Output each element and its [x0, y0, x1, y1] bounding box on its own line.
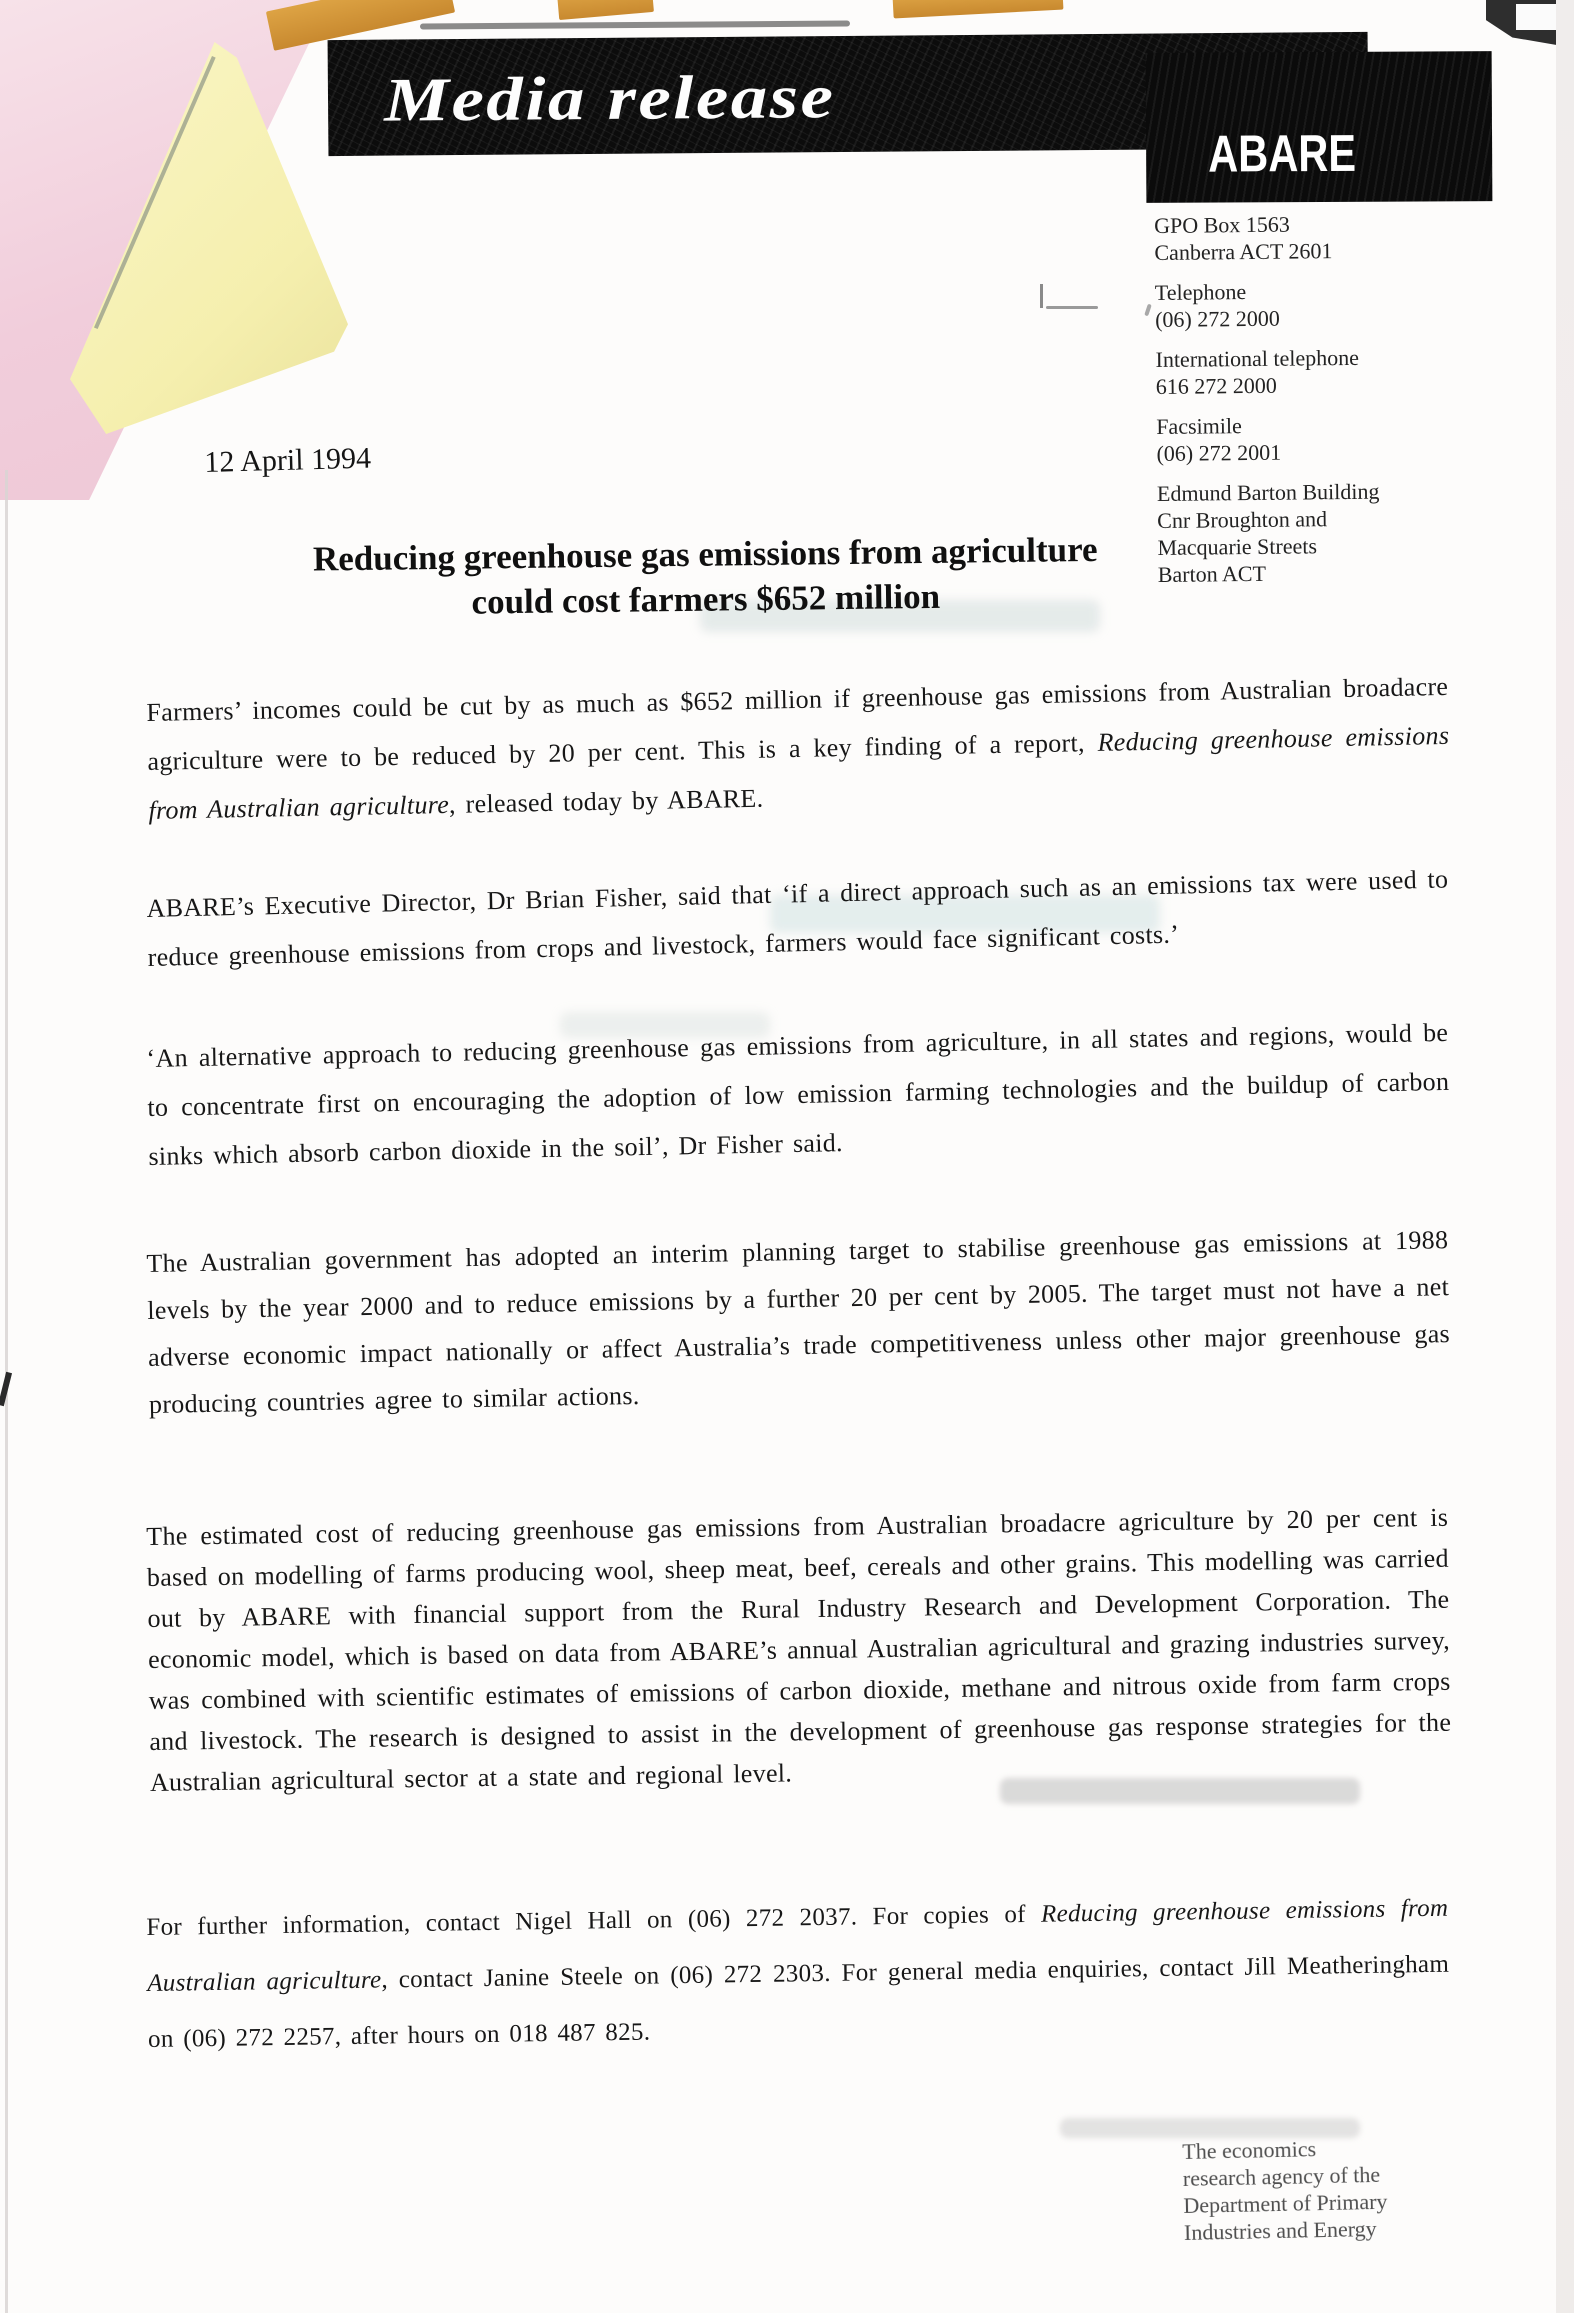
contact-value: (06) 272 2001 [1156, 439, 1282, 466]
contact-label: Facsimile [1156, 413, 1242, 439]
contact-value: (06) 272 2000 [1154, 305, 1280, 332]
address-line: Barton ACT [1157, 560, 1267, 587]
body-paragraph: The Australian government has adopted an interim planning target to stabilise greenhouse gas emissions at 1988 levels by the year 2000 and to reduce emissions by a further 20 per cent by 2005. The target must not have a net adverse economic impact nationally or affect Australia’s trade competitiveness unless other major greenhouse gas producing countries agree to similar actions. [146, 1225, 1451, 1419]
address-line: Canberra ACT 2601 [1154, 238, 1333, 265]
scan-bracket-mark [1040, 284, 1043, 308]
agency-tagline-line: Industries and Energy [1183, 2215, 1377, 2245]
headline-line-2: could cost farmers $652 million [471, 576, 941, 622]
agency-tagline [1182, 2133, 1444, 2246]
headline-line-1: Reducing greenhouse gas emissions from agriculture [312, 529, 1098, 579]
postal-address [1154, 209, 1475, 266]
agency-tagline-line: The economics [1182, 2136, 1317, 2164]
body-paragraph: ‘An alternative approach to reducing greenhouse gas emissions from agriculture, in all states and regions, would be to concentrate first on encouraging the adoption of low emission farming technologies and the buildup of carbon sinks which absorb carbon dioxide in the soil’, Dr Fisher said. [146, 1017, 1450, 1171]
banner-title: Media release [383, 63, 836, 135]
scan-bracket-mark [1046, 306, 1098, 309]
banner-rough-edge [420, 20, 850, 29]
further-information-note: For further information, contact Nigel Hall on (06) 272 2037. For copies of Reducing greenhouse emissions from Australian agriculture, contact Janine Steele on (06) 272 2303. For general media enquiries, contact Jill Meatheringham on (06) 272 2257, after hours on 018 487 825. [146, 1894, 1450, 2053]
contact-value: 616 272 2000 [1155, 372, 1277, 399]
release-date: 12 April 1994 [204, 441, 372, 479]
orange-folder-edge-strip [557, 0, 654, 20]
scan-corner-notch [1516, 4, 1558, 30]
agency-tagline-line: Department of Primary [1183, 2188, 1388, 2218]
headline [190, 525, 1221, 628]
body-paragraph: Farmers’ incomes could be cut by as much as $652 million if greenhouse gas emissions from Australian broadacre agriculture were to be reduced by 20 per cent. This is a key finding of a report, Reducing greenhouse emissions from Australian agriculture, released today by ABARE. [146, 671, 1450, 825]
address-line: Macquarie Streets [1157, 533, 1318, 560]
page-right-edge-shadow [1556, 0, 1574, 2313]
abare-logo-text: ABARE [1207, 124, 1357, 184]
contact-label: International telephone [1155, 344, 1360, 372]
body-paragraph: The estimated cost of reducing greenhouse gas emissions from Australian broadacre agriculture by 20 per cent is based on modelling of farms producing wool, sheep meat, beef, cereals and other grains. This modelling was carried out by ABARE with financial support from the Rural Industry Research and Development Corporation. The economic model, which is based on data from ABARE’s annual Australian agricultural and grazing industries survey, was combined with scientific estimates of emissions of carbon dioxide, methane and nitrous oxide from farm crops and livestock. The research is designed to assist in the development of greenhouse gas response strategies for the Australian agricultural sector at a state and regional level. [146, 1502, 1452, 1797]
contact-label: Telephone [1154, 279, 1247, 305]
telephone-contact [1155, 276, 1476, 333]
body-paragraph: ABARE’s Executive Director, Dr Brian Fisher, said that ‘if a direct approach such as an emissions tax were used to reduce greenhouse emissions from crops and livestock, farmers would face significant costs.’ [146, 864, 1449, 972]
facsimile-contact [1156, 410, 1477, 467]
address-line: Edmund Barton Building [1156, 478, 1380, 506]
address-line: GPO Box 1563 [1154, 211, 1290, 238]
agency-tagline-line: research agency of the [1182, 2161, 1381, 2191]
orange-folder-edge-strip [893, 0, 1064, 18]
scan-comma-mark [1144, 304, 1152, 317]
abare-logo-box [1146, 51, 1493, 203]
address-line: Cnr Broughton and [1157, 506, 1328, 533]
international-telephone-contact [1155, 343, 1476, 400]
